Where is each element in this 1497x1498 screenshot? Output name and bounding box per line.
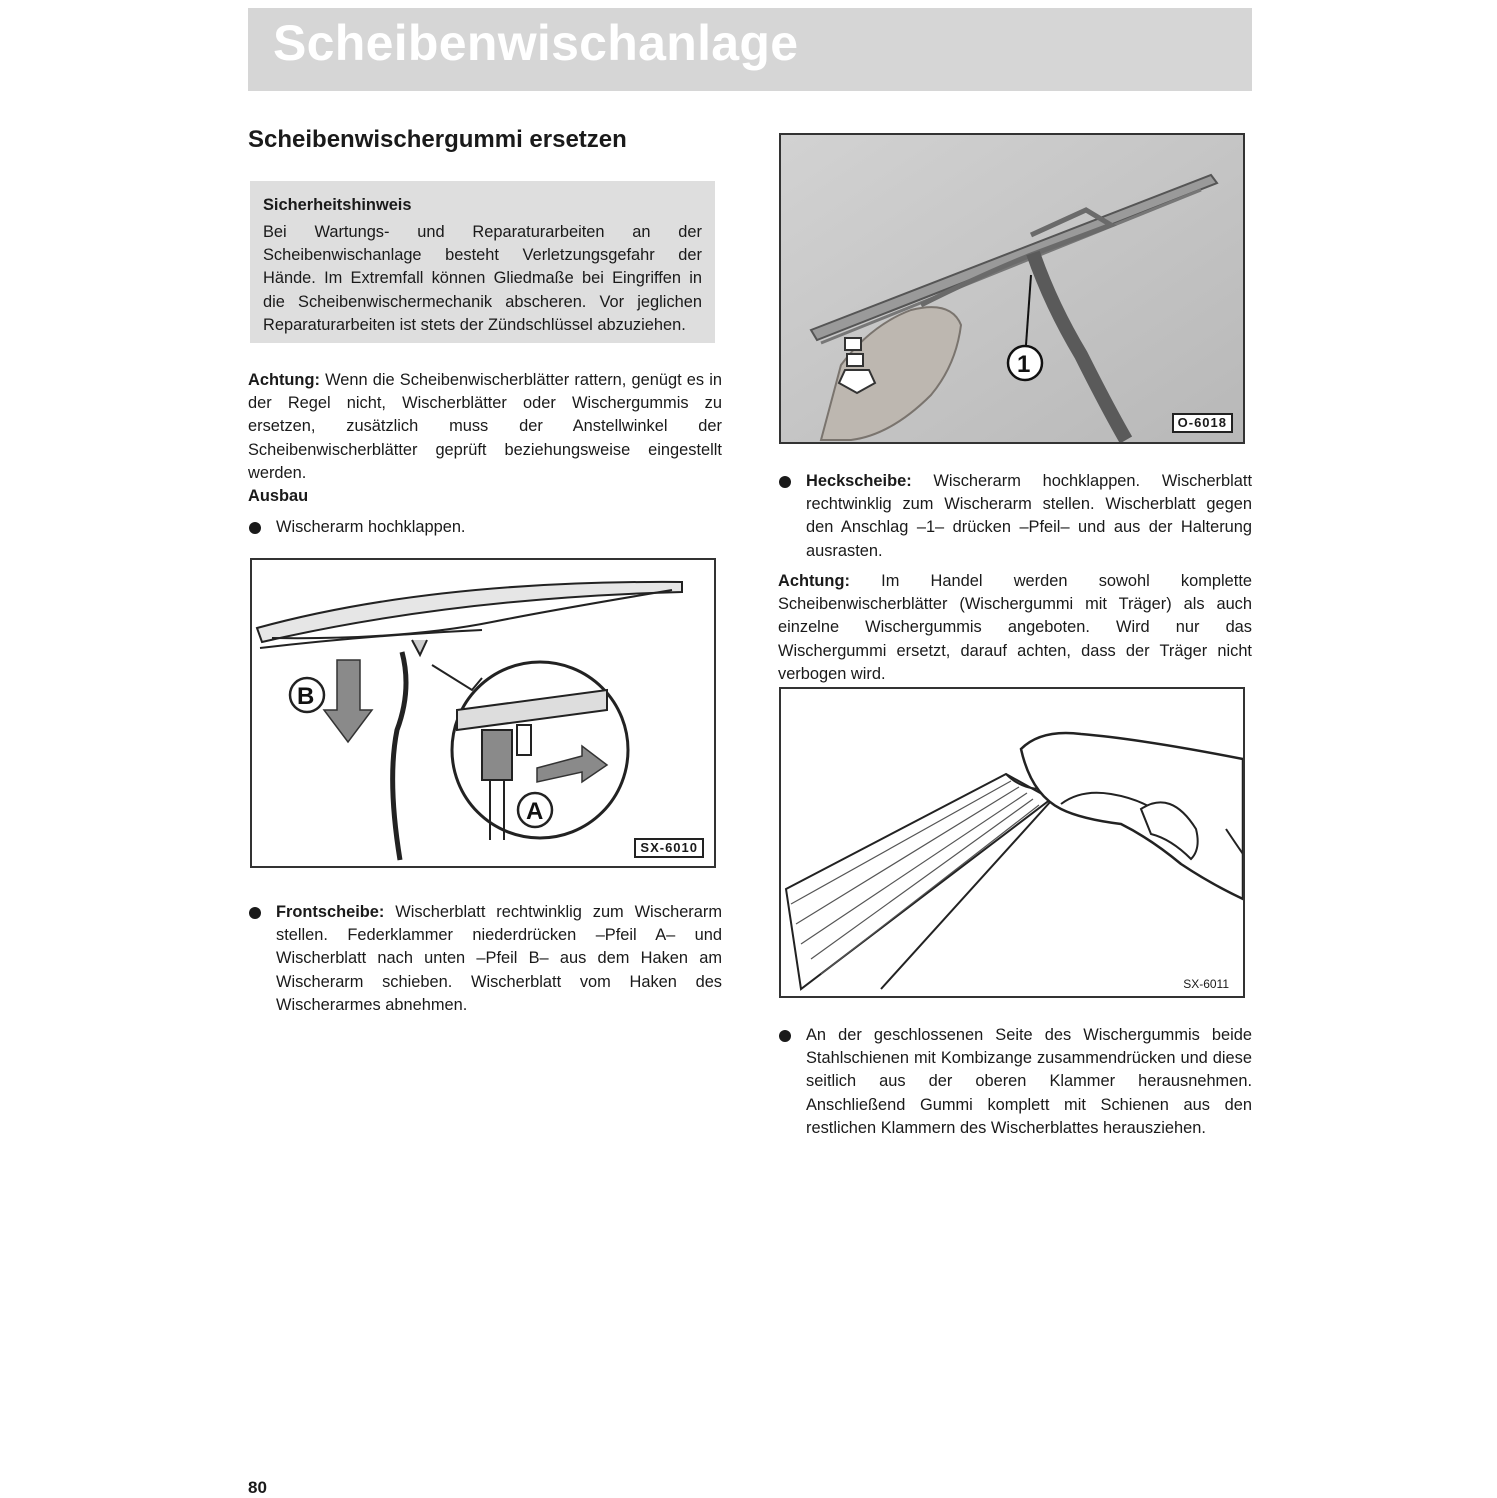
figure-o-6018 xyxy=(779,133,1245,444)
list-item xyxy=(778,470,1252,562)
list-item xyxy=(248,516,722,540)
bullet-icon xyxy=(249,522,261,534)
wiper-blade-rear-photo xyxy=(781,135,1243,442)
page-header xyxy=(248,8,1252,91)
figure-code: SX-6011 xyxy=(1179,976,1233,992)
step-text xyxy=(276,901,722,1017)
attention-label: Achtung: xyxy=(778,572,850,590)
safety-notice xyxy=(250,181,715,343)
pliers-wiper-rubber-illustration xyxy=(781,689,1243,996)
wiper-blade-front-illustration xyxy=(252,560,714,866)
attention-text: Im Handel werden sowohl komplette Scheibenwischerblätter (Wischergummi mit Träger) als auch einzelne Wischergummis angeboten. Wird nur das Wischergummi ersetzt, darauf achten, dass der Träger nicht verbogen wird. xyxy=(778,572,1252,683)
safety-notice-text: Bei Wartungs- und Reparaturarbeiten an der Scheibenwischanlage besteht Verletzungsgefahr der Hände. Im Extremfall können Gliedmaße bei Eingriffen in die Scheibenwischermechanik abscheren. Vor jeglichen Reparaturarbeiten ist stets der Zündschlüssel abzuziehen. xyxy=(263,223,702,334)
step-label: Heckscheibe: xyxy=(806,472,912,490)
safety-notice-title: Sicherheitshinweis xyxy=(263,196,412,214)
label-a: A xyxy=(526,798,544,825)
attention-text: Wenn die Scheibenwischerblätter rattern, genügt es in der Regel nicht, Wischerblätter oder Wischergummis zu ersetzen, zusätzlich muss der Anstellwinkel der Scheibenwischerblätter geprüft beziehungsweise eingestellt werden. xyxy=(248,371,722,482)
section-title: Scheibenwischergummi ersetzen xyxy=(248,126,627,153)
figure-sx-6011 xyxy=(779,687,1245,998)
removal-heading: Ausbau xyxy=(248,487,309,505)
step-text: An der geschlossenen Seite des Wischergummis beide Stahlschienen mit Kombizange zusammendrücken und diese seitlich aus der oberen Klammer herausnehmen. Anschließend Gummi komplett mit Schienen aus den restlichen Klammern des Wischerblattes herausziehen. xyxy=(806,1026,1252,1137)
bullet-icon xyxy=(779,476,791,488)
page-title: Scheibenwischanlage xyxy=(273,15,799,71)
step-body: Wischerarm hochklappen. Wischerblatt rechtwinklig zum Wischerarm stellen. Wischerblatt gegen den Anschlag –1– drücken –Pfeil– und aus der Halterung ausrasten. xyxy=(806,472,1252,560)
bullet-icon xyxy=(249,907,261,919)
step-body: Wischerblatt rechtwinklig zum Wischerarm stellen. Federklammer niederdrücken –Pfeil A– und Wischerblatt nach unten –Pfeil B– aus dem Haken am Wischerarm schieben. Wischerblatt vom Haken des Wischerarmes abnehmen. xyxy=(276,903,722,1014)
list-item xyxy=(778,1024,1252,1140)
figure-sx-6010 xyxy=(250,558,716,868)
list-item xyxy=(248,901,722,1017)
step-label: Frontscheibe: xyxy=(276,903,385,921)
figure-code: SX-6010 xyxy=(634,838,704,858)
attention-note-2 xyxy=(778,570,1252,686)
page-number: 80 xyxy=(248,1478,267,1497)
label-b: B xyxy=(297,683,315,710)
step-text: Wischerarm hochklappen. xyxy=(276,518,466,536)
figure-code: O-6018 xyxy=(1172,413,1233,433)
attention-label: Achtung: xyxy=(248,371,320,389)
label-1: 1 xyxy=(1017,351,1031,378)
bullet-icon xyxy=(779,1030,791,1042)
step-text xyxy=(806,470,1252,563)
attention-note-1 xyxy=(248,369,722,485)
